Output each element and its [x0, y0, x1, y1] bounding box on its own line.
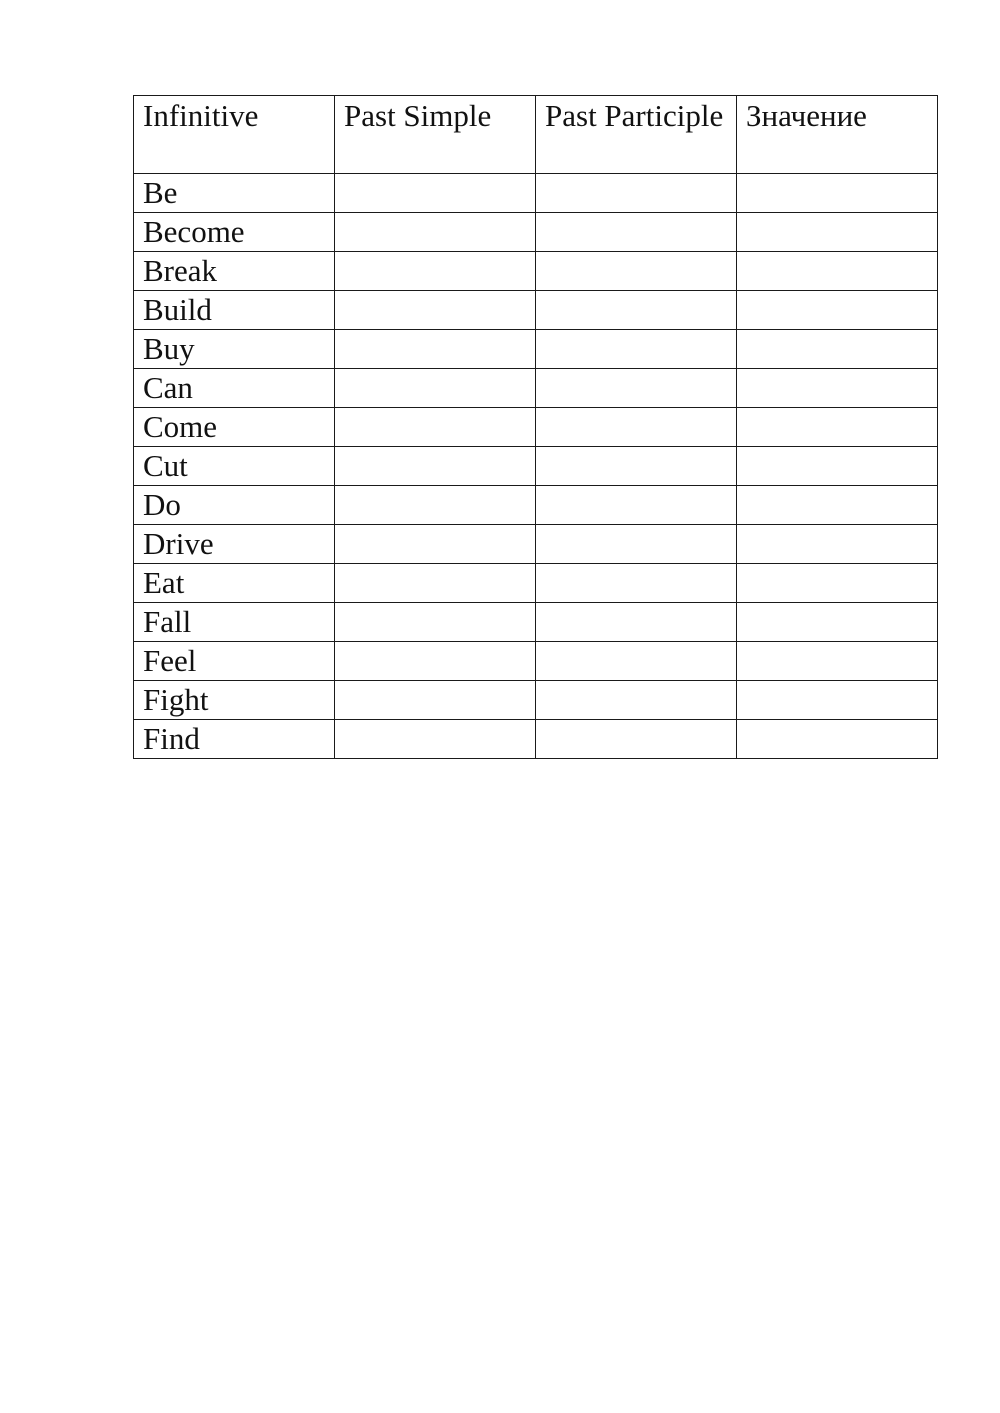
past-participle-cell[interactable] — [536, 408, 737, 447]
infinitive-cell — [134, 174, 335, 213]
infinitive-cell — [134, 408, 335, 447]
infinitive-cell — [134, 642, 335, 681]
header-row — [134, 96, 938, 174]
meaning-cell[interactable] — [737, 486, 938, 525]
header-label: Past Simple — [344, 98, 492, 133]
cell-text: Fall — [143, 604, 192, 639]
meaning-cell[interactable] — [737, 603, 938, 642]
header-meaning — [737, 96, 938, 174]
header-past-participle — [536, 96, 737, 174]
infinitive-cell — [134, 603, 335, 642]
irregular-verbs-table — [133, 95, 938, 759]
past-participle-cell[interactable] — [536, 213, 737, 252]
past-simple-cell[interactable] — [335, 291, 536, 330]
table-row — [134, 408, 938, 447]
cell-text: Buy — [143, 331, 195, 366]
header-label: Infinitive — [143, 98, 259, 133]
past-simple-cell[interactable] — [335, 330, 536, 369]
past-participle-cell[interactable] — [536, 603, 737, 642]
meaning-cell[interactable] — [737, 642, 938, 681]
meaning-cell[interactable] — [737, 525, 938, 564]
cell-text: Drive — [143, 526, 214, 561]
past-participle-cell[interactable] — [536, 174, 737, 213]
past-simple-cell[interactable] — [335, 213, 536, 252]
table-header — [134, 96, 938, 174]
infinitive-cell — [134, 291, 335, 330]
meaning-cell[interactable] — [737, 720, 938, 759]
table-row — [134, 642, 938, 681]
past-participle-cell[interactable] — [536, 486, 737, 525]
infinitive-cell — [134, 330, 335, 369]
header-past-simple — [335, 96, 536, 174]
header-label: Значение — [746, 98, 867, 133]
infinitive-cell — [134, 486, 335, 525]
past-simple-cell[interactable] — [335, 486, 536, 525]
cell-text: Be — [143, 175, 178, 210]
cell-text: Become — [143, 214, 245, 249]
past-participle-cell[interactable] — [536, 681, 737, 720]
table-row — [134, 564, 938, 603]
cell-text: Find — [143, 721, 200, 756]
infinitive-cell — [134, 564, 335, 603]
past-simple-cell[interactable] — [335, 681, 536, 720]
header-label: Past Participle — [545, 98, 724, 133]
cell-text: Come — [143, 409, 218, 444]
table-row — [134, 252, 938, 291]
past-participle-cell[interactable] — [536, 525, 737, 564]
past-participle-cell[interactable] — [536, 252, 737, 291]
meaning-cell[interactable] — [737, 369, 938, 408]
header-infinitive — [134, 96, 335, 174]
meaning-cell[interactable] — [737, 681, 938, 720]
meaning-cell[interactable] — [737, 291, 938, 330]
table-row — [134, 213, 938, 252]
past-participle-cell[interactable] — [536, 642, 737, 681]
past-simple-cell[interactable] — [335, 369, 536, 408]
meaning-cell[interactable] — [737, 408, 938, 447]
past-participle-cell[interactable] — [536, 720, 737, 759]
past-simple-cell[interactable] — [335, 603, 536, 642]
cell-text: Do — [143, 487, 181, 522]
cell-text: Eat — [143, 565, 185, 600]
past-simple-cell[interactable] — [335, 447, 536, 486]
past-participle-cell[interactable] — [536, 330, 737, 369]
past-participle-cell[interactable] — [536, 291, 737, 330]
table-row — [134, 525, 938, 564]
infinitive-cell — [134, 447, 335, 486]
past-participle-cell[interactable] — [536, 447, 737, 486]
past-simple-cell[interactable] — [335, 642, 536, 681]
cell-text: Can — [143, 370, 193, 405]
past-simple-cell[interactable] — [335, 174, 536, 213]
cell-text: Feel — [143, 643, 197, 678]
table-row — [134, 330, 938, 369]
cell-text: Fight — [143, 682, 209, 717]
infinitive-cell — [134, 252, 335, 291]
infinitive-cell — [134, 525, 335, 564]
infinitive-cell — [134, 720, 335, 759]
infinitive-cell — [134, 213, 335, 252]
meaning-cell[interactable] — [737, 174, 938, 213]
table-body — [134, 174, 938, 759]
meaning-cell[interactable] — [737, 330, 938, 369]
past-participle-cell[interactable] — [536, 564, 737, 603]
table-row — [134, 681, 938, 720]
past-simple-cell[interactable] — [335, 252, 536, 291]
meaning-cell[interactable] — [737, 564, 938, 603]
table-row — [134, 369, 938, 408]
cell-text: Break — [143, 253, 218, 288]
past-participle-cell[interactable] — [536, 369, 737, 408]
table-row — [134, 174, 938, 213]
past-simple-cell[interactable] — [335, 564, 536, 603]
infinitive-cell — [134, 681, 335, 720]
past-simple-cell[interactable] — [335, 525, 536, 564]
meaning-cell[interactable] — [737, 252, 938, 291]
table-row — [134, 720, 938, 759]
past-simple-cell[interactable] — [335, 720, 536, 759]
table-row — [134, 603, 938, 642]
meaning-cell[interactable] — [737, 213, 938, 252]
infinitive-cell — [134, 369, 335, 408]
table-row — [134, 291, 938, 330]
cell-text: Cut — [143, 448, 188, 483]
meaning-cell[interactable] — [737, 447, 938, 486]
table-row — [134, 447, 938, 486]
cell-text: Build — [143, 292, 212, 327]
table-row — [134, 486, 938, 525]
past-simple-cell[interactable] — [335, 408, 536, 447]
